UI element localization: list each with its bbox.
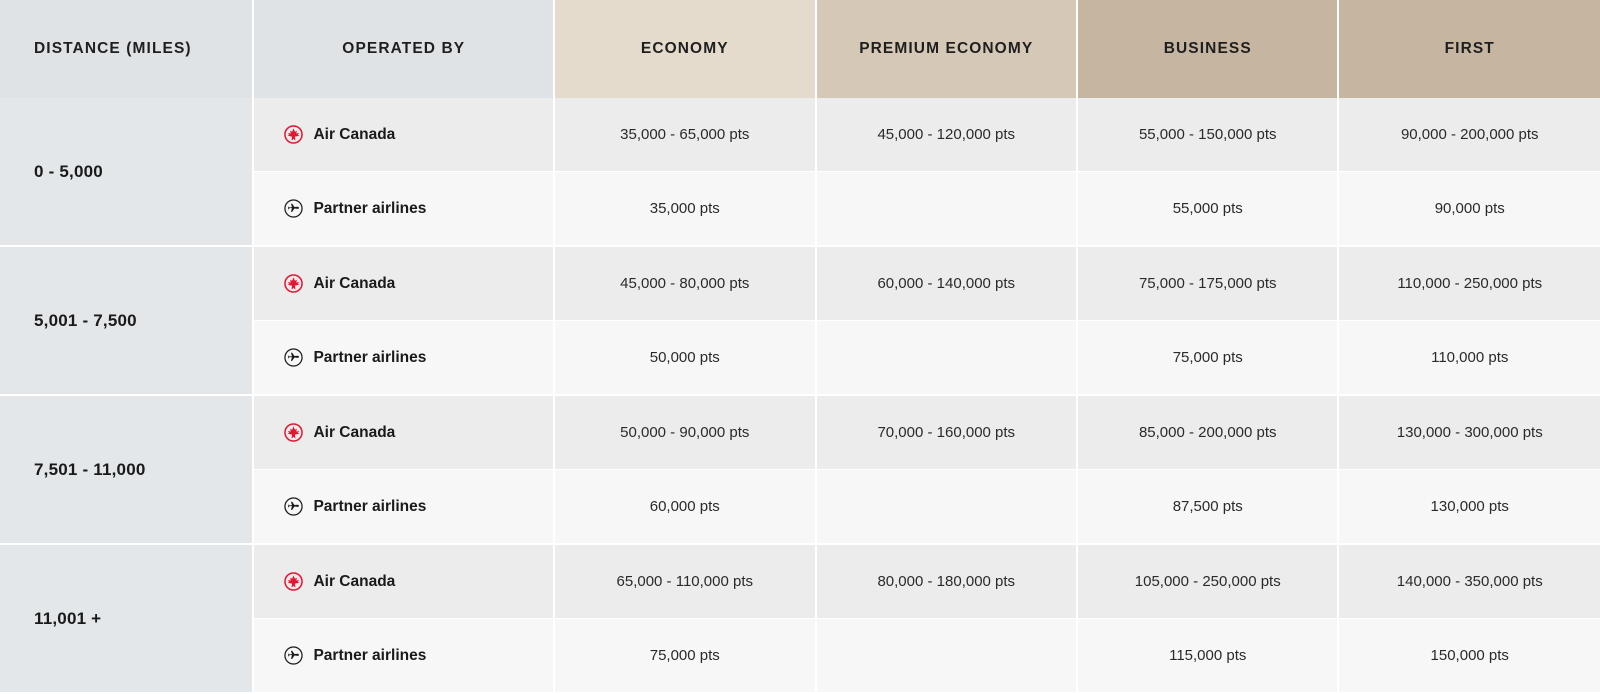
table-row: [0, 98, 1600, 172]
value-cell-first: 150,000 pts: [1338, 619, 1600, 694]
operator-label: Partner airlines: [313, 497, 427, 515]
operator-cell: [253, 619, 554, 694]
column-header-operated-by: OPERATED BY: [253, 0, 554, 98]
value-cell-premium-economy: 80,000 - 180,000 pts: [816, 544, 1077, 619]
operator-label: Partner airlines: [313, 199, 427, 217]
value-cell-premium-economy: 45,000 - 120,000 pts: [816, 98, 1077, 172]
value-cell-premium-economy: [816, 321, 1077, 396]
airplane-circle-icon: [284, 348, 303, 367]
operator-label-wrap: [284, 497, 552, 516]
operator-label: Partner airlines: [313, 646, 427, 664]
value-cell-premium-economy: [816, 470, 1077, 545]
operator-label-wrap: [284, 423, 552, 442]
operator-cell: [253, 172, 554, 247]
column-header-distance: DISTANCE (MILES): [0, 0, 253, 98]
value-cell-business: 55,000 - 150,000 pts: [1077, 98, 1338, 172]
operator-label-wrap: [284, 348, 552, 367]
value-cell-first: 110,000 - 250,000 pts: [1338, 246, 1600, 321]
distance-cell: 5,001 - 7,500: [0, 246, 253, 395]
air-canada-maple-leaf-icon: [284, 423, 303, 442]
operator-cell: [253, 321, 554, 396]
table-row: [0, 246, 1600, 321]
table-row: [0, 544, 1600, 619]
header-row: [0, 0, 1600, 98]
value-cell-premium-economy: [816, 172, 1077, 247]
operator-label-wrap: [284, 274, 552, 293]
operator-cell: [253, 395, 554, 470]
value-cell-first: 130,000 pts: [1338, 470, 1600, 545]
column-header-business: BUSINESS: [1077, 0, 1338, 98]
value-cell-first: 130,000 - 300,000 pts: [1338, 395, 1600, 470]
value-cell-premium-economy: 70,000 - 160,000 pts: [816, 395, 1077, 470]
operator-label-wrap: [284, 125, 552, 144]
airplane-circle-icon: [284, 646, 303, 665]
value-cell-first: 90,000 pts: [1338, 172, 1600, 247]
operator-cell: [253, 470, 554, 545]
value-cell-business: 105,000 - 250,000 pts: [1077, 544, 1338, 619]
airplane-circle-icon: [284, 199, 303, 218]
value-cell-economy: 35,000 - 65,000 pts: [554, 98, 815, 172]
column-header-first: FIRST: [1338, 0, 1600, 98]
value-cell-business: 115,000 pts: [1077, 619, 1338, 694]
operator-cell: [253, 246, 554, 321]
operator-label: Air Canada: [313, 423, 396, 441]
value-cell-economy: 35,000 pts: [554, 172, 815, 247]
airplane-circle-icon: [284, 497, 303, 516]
table-header: [0, 0, 1600, 98]
value-cell-business: 75,000 pts: [1077, 321, 1338, 396]
column-header-economy: ECONOMY: [554, 0, 815, 98]
operator-label: Partner airlines: [313, 348, 427, 366]
value-cell-business: 87,500 pts: [1077, 470, 1338, 545]
value-cell-economy: 45,000 - 80,000 pts: [554, 246, 815, 321]
value-cell-business: 75,000 - 175,000 pts: [1077, 246, 1338, 321]
column-header-premium-economy: PREMIUM ECONOMY: [816, 0, 1077, 98]
value-cell-economy: 75,000 pts: [554, 619, 815, 694]
value-cell-economy: 65,000 - 110,000 pts: [554, 544, 815, 619]
value-cell-economy: 50,000 - 90,000 pts: [554, 395, 815, 470]
value-cell-first: 90,000 - 200,000 pts: [1338, 98, 1600, 172]
operator-label-wrap: [284, 199, 552, 218]
air-canada-maple-leaf-icon: [284, 572, 303, 591]
operator-label-wrap: [284, 646, 552, 665]
operator-label-wrap: [284, 572, 552, 591]
air-canada-maple-leaf-icon: [284, 274, 303, 293]
value-cell-premium-economy: [816, 619, 1077, 694]
distance-cell: 7,501 - 11,000: [0, 395, 253, 544]
operator-label: Air Canada: [313, 125, 396, 143]
value-cell-business: 85,000 - 200,000 pts: [1077, 395, 1338, 470]
operator-label: Air Canada: [313, 274, 396, 292]
value-cell-first: 140,000 - 350,000 pts: [1338, 544, 1600, 619]
operator-cell: [253, 98, 554, 172]
table-row: [0, 395, 1600, 470]
value-cell-premium-economy: 60,000 - 140,000 pts: [816, 246, 1077, 321]
value-cell-economy: 50,000 pts: [554, 321, 815, 396]
table-body: [0, 98, 1600, 693]
value-cell-first: 110,000 pts: [1338, 321, 1600, 396]
operator-label: Air Canada: [313, 572, 396, 590]
operator-cell: [253, 544, 554, 619]
air-canada-maple-leaf-icon: [284, 125, 303, 144]
distance-cell: 11,001 +: [0, 544, 253, 693]
distance-cell: 0 - 5,000: [0, 98, 253, 246]
value-cell-economy: 60,000 pts: [554, 470, 815, 545]
value-cell-business: 55,000 pts: [1077, 172, 1338, 247]
